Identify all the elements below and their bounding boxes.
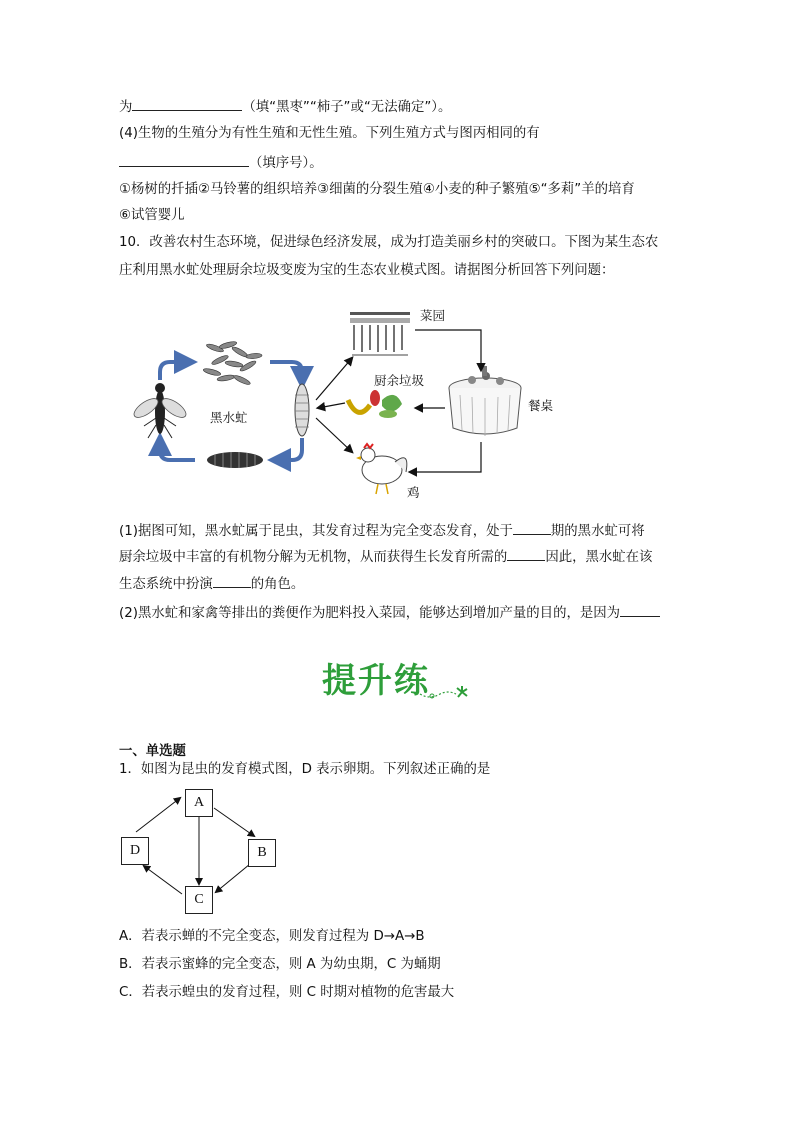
answer-blank[interactable] [620,602,660,617]
q10-p1-line1 [119,520,645,542]
q10-p1-line1-b: 期的黑水虻可将 [550,524,645,539]
q10-p1-line2-b: 因此，黑水虻在该 [545,550,653,565]
kitchen-waste-icon [348,390,402,418]
option-b[interactable]: B．若表示蜜蜂的完全变态，则 A 为幼虫期，C 为蛹期 [119,957,441,972]
answer-blank[interactable] [513,520,551,535]
answer-blank[interactable] [132,96,242,111]
pupa-icon [207,452,263,468]
insect-lifecycle-diagram [118,786,298,916]
label-kitchen-waste: 厨余垃圾 [374,373,425,388]
q9-line1 [119,96,451,118]
label-garden: 菜园 [420,308,446,323]
label-table: 餐桌 [528,398,554,413]
q10-line2: 庄利用黑水虻处理厨余垃圾变废为宝的生态农业模式图。请据图分析回答下列问题： [119,263,615,278]
answer-blank[interactable] [213,573,251,588]
stage-box-b: B [248,839,276,867]
section-title: 提升练 [322,661,430,701]
q10-p1-line3-b: 的角色。 [250,577,305,592]
q10-p2-line1 [119,602,660,624]
answer-blank[interactable] [119,152,249,167]
eco-farm-diagram [120,300,590,505]
q10-p2-line1-text: (2)黑水虻和家禽等排出的粪便作为肥料投入菜园，能够达到增加产量的目的，是因为 [119,606,621,621]
label-soldier-fly: 黑水虻 [210,410,248,425]
stage-box-a: A [185,789,213,817]
option-c[interactable]: C．若表示蝗虫的发育过程，则 C 时期对植物的危害最大 [119,985,455,1000]
part1-heading: 一、单选题 [119,744,186,759]
q9-line3-suffix: （填序号）。 [249,156,323,171]
stage-box-c: C [185,886,213,914]
q1-stem: 1．如图为昆虫的发育模式图，D 表示卵期。下列叙述正确的是 [119,762,491,777]
q10-line1: 10．改善农村生态环境，促进绿色经济发展，成为打造美丽乡村的突破口。下图为某生态农 [119,235,659,250]
vegetable-garden-icon [350,312,410,355]
decorative-vine-icon [418,680,470,702]
q9-line4: ①杨树的扦插②马铃薯的组织培养③细菌的分裂生殖④小麦的种子繁殖⑤“多莉”羊的培育 [119,182,635,197]
answer-blank[interactable] [507,546,545,561]
label-chicken: 鸡 [407,485,420,500]
chicken-icon [356,444,407,494]
q9-line5: ⑥试管婴儿 [119,208,185,223]
q9-line3 [119,152,323,174]
q10-p1-line3-a: 生态系统中扮演 [119,577,213,592]
egg-cluster-icon [203,340,263,386]
q9-line1-suffix: （填“黑枣”“柿子”或“无法确定”）。 [242,100,452,115]
q10-p1-line3 [119,573,304,595]
adult-fly-icon [131,383,189,438]
stage-box-d: D [121,837,149,865]
q10-p1-line2 [119,546,652,568]
eco-farm-svg [120,300,590,505]
dining-table-icon [449,366,521,436]
q9-line1-prefix: 为 [119,100,133,115]
q10-p1-line2-a: 厨余垃圾中丰富的有机物分解为无机物，从而获得生长发育所需的 [119,550,508,565]
larva-icon [295,384,309,436]
q10-p1-line1-a: (1)据图可知，黑水虻属于昆虫，其发育过程为完全变态发育，处于 [119,524,513,539]
option-a[interactable]: A．若表示蝉的不完全变态，则发育过程为 D→A→B [119,929,425,944]
q9-line2: (4)生物的生殖分为有性生殖和无性生殖。下列生殖方式与图丙相同的有 [119,126,540,141]
